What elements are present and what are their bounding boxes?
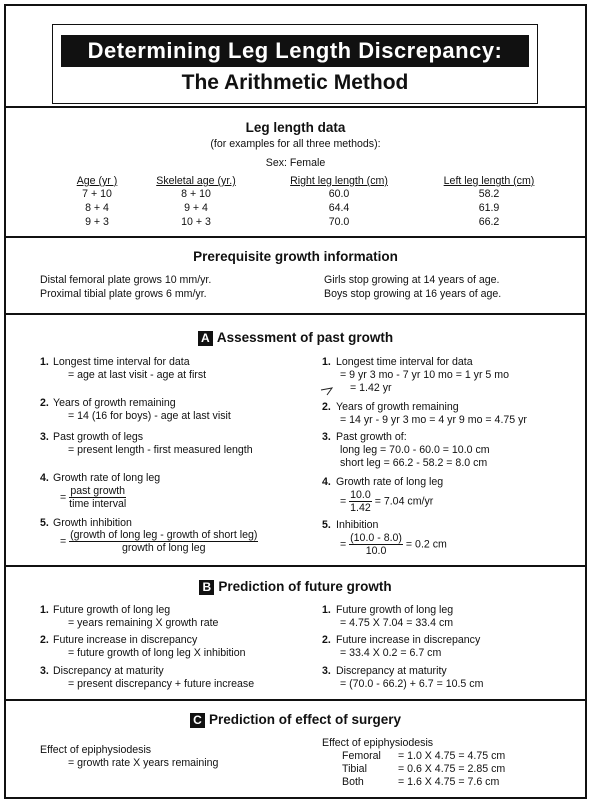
item-number: 1. <box>40 604 49 616</box>
item-number: 4. <box>40 472 49 484</box>
item-number: 2. <box>40 397 49 409</box>
c-right-value-femoral: = 1.0 X 4.75 = 4.75 cm <box>398 750 506 762</box>
fraction-denominator: 10.0 <box>365 545 387 557</box>
column-header-right-leg: Right leg length (cm) <box>290 175 388 187</box>
equals-sign: = <box>340 495 347 508</box>
b-right-item-3-body: = (70.0 - 66.2) + 6.7 = 10.5 cm <box>340 678 484 690</box>
section-a-past-growth <box>6 315 585 567</box>
column-header-skeletal-age: Skeletal age (yr.) <box>156 175 236 187</box>
b-left-item-2-body: = future growth of long leg X inhibition <box>68 647 246 659</box>
page-title: Determining Leg Length Discrepancy: <box>61 35 529 67</box>
a-right-item-3-short-leg: short leg = 66.2 - 58.2 = 8.0 cm <box>340 457 488 469</box>
a-right-item-5-formula <box>340 532 447 557</box>
item-number: 1. <box>40 356 49 368</box>
section-b-heading <box>6 579 585 595</box>
section-a-title: Assessment of past growth <box>216 330 394 345</box>
section-b-title: Prediction of future growth <box>218 579 392 594</box>
a-right-item-2-body: = 14 yr - 9 yr 3 mo = 4 yr 9 mo = 4.75 yr <box>340 414 527 426</box>
fraction-numerator: (growth of long leg - growth of short leg) <box>70 529 258 541</box>
fraction-numerator: 10.0 <box>350 489 371 501</box>
b-right-item-2-title: Future increase in discrepancy <box>336 634 481 646</box>
b-right-item-2-body: = 33.4 X 0.2 = 6.7 cm <box>340 647 442 659</box>
fraction <box>69 529 258 554</box>
prereq-boys-text: Boys stop growing at 16 years of age. <box>324 288 502 300</box>
a-right-item-1-result: = 1.42 yr <box>350 382 392 394</box>
table-cell: 58.2 <box>478 188 500 200</box>
column-header-age: Age (yr ) <box>76 175 118 187</box>
c-left-title: Effect of epiphysiodesis <box>40 744 152 756</box>
table-cell: 8 + 4 <box>85 202 109 214</box>
table-cell: 9 + 3 <box>85 216 109 228</box>
a-left-item-1-title: Longest time interval for data <box>53 356 190 368</box>
formula-result: = 0.2 cm <box>405 538 447 551</box>
title-section <box>6 6 585 108</box>
b-left-item-3-body: = present discrepancy + future increase <box>68 678 255 690</box>
table-cell: 7 + 10 <box>82 188 112 200</box>
c-right-label-tibial: Tibial <box>342 763 367 775</box>
table-cell: 60.0 <box>328 188 350 200</box>
item-number: 3. <box>322 665 331 677</box>
c-right-label-femoral: Femoral <box>342 750 381 762</box>
fraction-numerator: past growth <box>70 485 126 497</box>
item-number: 5. <box>322 519 331 531</box>
a-left-item-2-title: Years of growth remaining <box>53 397 176 409</box>
b-right-item-1-body: = 4.75 X 7.04 = 33.4 cm <box>340 617 454 629</box>
table-cell: 66.2 <box>478 216 500 228</box>
item-number: 1. <box>322 356 331 368</box>
a-left-item-3-body: = present length - first measured length <box>68 444 253 456</box>
a-right-item-4-title: Growth rate of long leg <box>336 476 444 488</box>
fraction <box>349 489 372 514</box>
fraction-denominator: 1.42 <box>350 502 371 514</box>
fraction <box>69 485 126 510</box>
a-right-item-5-title: Inhibition <box>336 519 379 531</box>
checkmark-icon <box>320 387 334 397</box>
fraction <box>349 532 403 557</box>
page-frame <box>4 4 587 799</box>
a-left-item-5-title: Growth inhibition <box>53 517 132 529</box>
a-right-item-1-title: Longest time interval for data <box>336 356 473 368</box>
fraction-numerator: (10.0 - 8.0) <box>350 532 402 544</box>
item-number: 3. <box>322 431 331 443</box>
a-left-item-2-body: = 14 (16 for boys) - age at last visit <box>68 410 231 422</box>
formula-result: = 7.04 cm/yr <box>374 495 434 508</box>
item-number: 5. <box>40 517 49 529</box>
item-number: 2. <box>322 634 331 646</box>
a-left-item-1-body: = age at last visit - age at first <box>68 369 207 381</box>
b-left-item-1-title: Future growth of long leg <box>53 604 171 616</box>
a-left-item-4-title: Growth rate of long leg <box>53 472 161 484</box>
item-number: 3. <box>40 665 49 677</box>
section-b-badge: B <box>199 580 214 595</box>
c-right-title: Effect of epiphysiodesis <box>322 737 434 749</box>
leg-data-subheading: (for examples for all three methods): <box>210 138 381 150</box>
b-left-item-2-title: Future increase in discrepancy <box>53 634 198 646</box>
section-b-future-growth <box>6 567 585 701</box>
section-c-title: Prediction of effect of surgery <box>208 712 402 727</box>
a-right-item-3-title: Past growth of: <box>336 431 407 443</box>
item-number: 1. <box>322 604 331 616</box>
b-left-item-3-title: Discrepancy at maturity <box>53 665 164 677</box>
equals-sign: = <box>60 491 67 504</box>
item-number: 2. <box>40 634 49 646</box>
prereq-girls-text: Girls stop growing at 14 years of age. <box>324 274 500 286</box>
column-header-left-leg: Left leg length (cm) <box>443 175 535 187</box>
c-left-body: = growth rate X years remaining <box>68 757 219 769</box>
leg-data-heading: Leg length data <box>245 120 346 135</box>
fraction-denominator: growth of long leg <box>121 542 206 554</box>
section-a-heading <box>6 330 585 346</box>
c-right-value-tibial: = 0.6 X 4.75 = 2.85 cm <box>398 763 506 775</box>
table-cell: 64.4 <box>328 202 350 214</box>
equals-sign: = <box>340 538 347 551</box>
section-c-heading <box>6 712 585 728</box>
a-left-item-5-formula <box>60 529 258 554</box>
page-subtitle: The Arithmetic Method <box>181 71 409 94</box>
leg-length-data-section <box>6 108 585 238</box>
section-c-surgery-effect <box>6 701 585 799</box>
prerequisite-heading: Prerequisite growth information <box>193 249 398 264</box>
prerequisite-section <box>6 238 585 315</box>
section-c-badge: C <box>190 713 205 728</box>
equals-sign: = <box>60 535 67 548</box>
a-left-item-3-title: Past growth of legs <box>53 431 144 443</box>
title-box <box>52 24 538 104</box>
a-right-item-3-long-leg: long leg = 70.0 - 60.0 = 10.0 cm <box>340 444 490 456</box>
table-cell: 10 + 3 <box>181 216 211 228</box>
table-cell: 70.0 <box>328 216 350 228</box>
a-right-item-1-body: = 9 yr 3 mo - 7 yr 10 mo = 1 yr 5 mo <box>340 369 509 381</box>
prereq-femoral-text: Distal femoral plate grows 10 mm/yr. <box>40 274 212 286</box>
a-left-item-4-formula <box>60 485 126 510</box>
b-left-item-1-body: = years remaining X growth rate <box>68 617 219 629</box>
item-number: 2. <box>322 401 331 413</box>
a-right-item-2-title: Years of growth remaining <box>336 401 459 413</box>
item-number: 3. <box>40 431 49 443</box>
a-right-item-4-formula <box>340 489 433 514</box>
b-right-item-1-title: Future growth of long leg <box>336 604 454 616</box>
table-cell: 8 + 10 <box>181 188 211 200</box>
section-a-badge: A <box>198 331 213 346</box>
sex-label: Sex: Female <box>265 157 326 169</box>
table-cell: 61.9 <box>478 202 500 214</box>
prereq-tibial-text: Proximal tibial plate grows 6 mm/yr. <box>40 288 207 300</box>
b-right-item-3-title: Discrepancy at maturity <box>336 665 447 677</box>
fraction-denominator: time interval <box>69 498 127 510</box>
item-number: 4. <box>322 476 331 488</box>
table-cell: 9 + 4 <box>184 202 208 214</box>
c-right-value-both: = 1.6 X 4.75 = 7.6 cm <box>398 776 500 788</box>
c-right-label-both: Both <box>342 776 364 788</box>
